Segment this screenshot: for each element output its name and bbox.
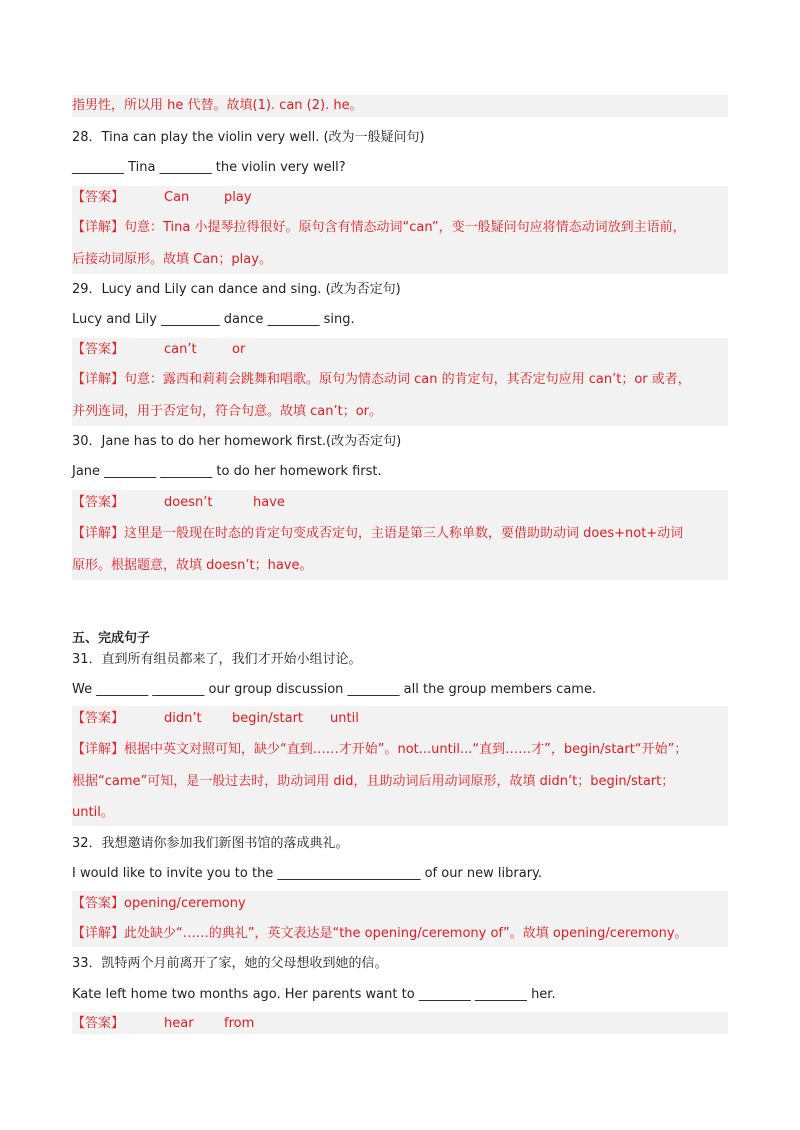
answer-value: opening/ceremony bbox=[124, 896, 246, 911]
explanation-30-line-1: 【详解】这里是一般现在时态的肯定句变成否定句，主语是第三人称单数，要借助助动词 does+not+动词 bbox=[72, 526, 684, 541]
answer-label: 【答案】 bbox=[72, 711, 125, 726]
answer-30 bbox=[72, 495, 728, 511]
answer-value: hear bbox=[164, 1016, 194, 1031]
question-31: 31．直到所有组员都来了，我们才开始小组讨论。 bbox=[72, 652, 362, 667]
question-30: 30．Jane has to do her homework first.(改为否定句) bbox=[72, 434, 402, 449]
question-32: 32．我想邀请你参加我们新图书馆的落成典礼。 bbox=[72, 836, 349, 851]
explanation-28-line-2: 后接动词原形。故填 Can；play。 bbox=[72, 252, 272, 267]
explanation-32-line-1: 【详解】此处缺少“……的典礼”，英文表达是“the opening/ceremony of”。故填 opening/ceremony。 bbox=[72, 926, 688, 941]
question-28: 28．Tina can play the violin very well. (改为一般疑问句) bbox=[72, 130, 425, 145]
answer-value: doesn’t bbox=[164, 495, 213, 510]
fill-blank-30: Jane ________ ________ to do her homework first. bbox=[72, 464, 382, 479]
answer-value: begin/start bbox=[232, 711, 304, 726]
explanation-29-line-2: 并列连词，用于否定句，符合句意。故填 can’t；or。 bbox=[72, 404, 383, 419]
answer-value: didn’t bbox=[164, 711, 202, 726]
fill-blank-29: Lucy and Lily _________ dance ________ sing. bbox=[72, 312, 355, 327]
answer-31 bbox=[72, 711, 728, 727]
answer-value: can’t bbox=[164, 342, 197, 357]
answer-label: 【答案】 bbox=[72, 1016, 125, 1031]
explanation-30-line-2: 原形。根据题意，故填 doesn’t；have。 bbox=[72, 558, 313, 573]
answer-value: play bbox=[224, 190, 252, 205]
answer-29 bbox=[72, 342, 728, 358]
explanation-31-line-3: until。 bbox=[72, 805, 114, 820]
answer-label: 【答案】 bbox=[72, 896, 125, 911]
answer-label: 【答案】 bbox=[72, 190, 125, 205]
explanation-31-line-2: 根据“came”可知，是一般过去时，助动词用 did，且助动词后用动词原形，故填 didn’t；begin/start； bbox=[72, 774, 675, 789]
section-heading: 五、完成句子 bbox=[72, 631, 151, 646]
answer-value: have bbox=[253, 495, 285, 510]
answer-label: 【答案】 bbox=[72, 495, 125, 510]
explanation-fragment: 指男性，所以用 he 代替。故填(1). can (2). he。 bbox=[72, 98, 363, 113]
answer-28 bbox=[72, 190, 728, 206]
answer-value: Can bbox=[164, 190, 190, 205]
fill-blank-32: I would like to invite you to the ______________________ of our new library. bbox=[72, 866, 543, 881]
question-29: 29．Lucy and Lily can dance and sing. (改为否定句) bbox=[72, 282, 401, 297]
fill-blank-28: ________ Tina ________ the violin very well? bbox=[72, 160, 346, 175]
answer-value: from bbox=[224, 1016, 255, 1031]
answer-value: or bbox=[232, 342, 246, 357]
explanation-28-line-1: 【详解】句意：Tina 小提琴拉得很好。原句含有情态动词“can”，变一般疑问句应将情态动词放到主语前， bbox=[72, 220, 686, 235]
fill-blank-33: Kate left home two months ago. Her parents want to ________ ________ her. bbox=[72, 987, 556, 1002]
answer-value: until bbox=[330, 711, 359, 726]
answer-32 bbox=[72, 896, 728, 912]
question-33: 33．凯特两个月前离开了家，她的父母想收到她的信。 bbox=[72, 956, 388, 971]
answer-label: 【答案】 bbox=[72, 342, 125, 357]
fill-blank-31: We ________ ________ our group discussion ________ all the group members came. bbox=[72, 682, 597, 697]
explanation-31-line-1: 【详解】根据中英文对照可知，缺少“直到……才开始”。not...until...“直到……才”，begin/start“开始”； bbox=[72, 742, 688, 757]
answer-33 bbox=[72, 1016, 728, 1032]
explanation-29-line-1: 【详解】句意：露西和莉莉会跳舞和唱歌。原句为情态动词 can 的肯定句，其否定句应用 can’t；or 或者， bbox=[72, 372, 691, 387]
